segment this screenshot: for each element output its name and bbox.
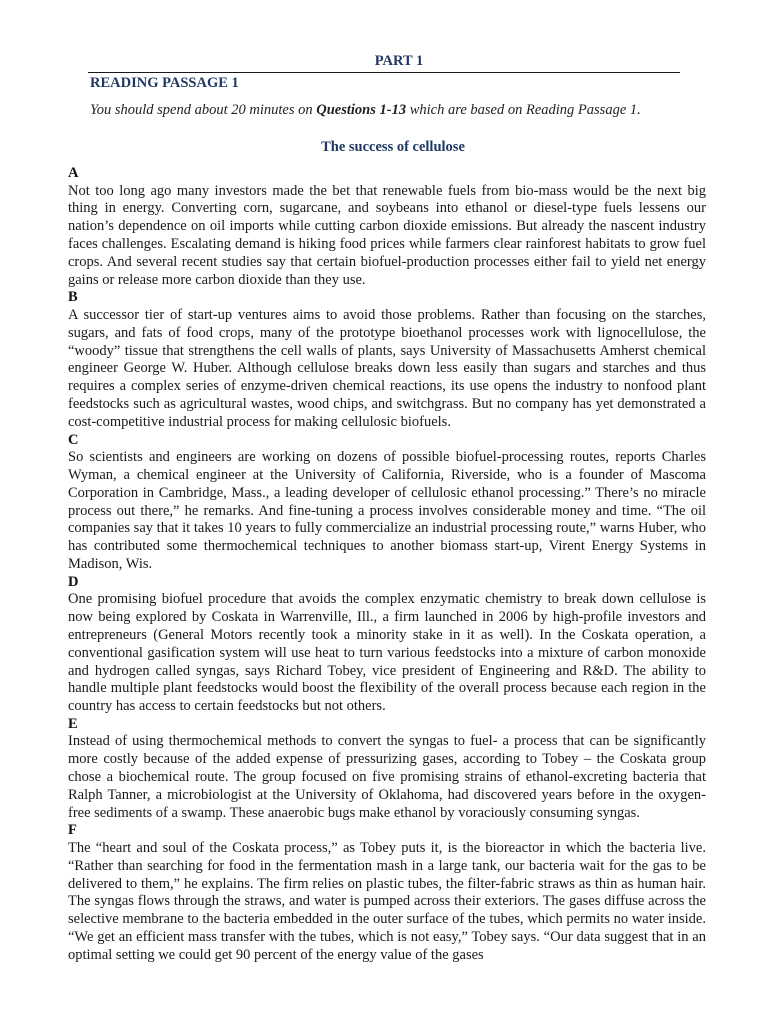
section-letter-b: B	[68, 289, 78, 306]
section-paragraph-f: The “heart and soul of the Coskata process,” as Tobey puts it, is the bioreactor in which the bacteria live. “Rather than searching for food in the fermentation mash in a large tank, our bacteria wait for the gas to be delivered to them,” he explains. The firm relies on plastic tubes, the filter-fabric straws as thin as human hair. The syngas flows through the straws, and water is pumped across their exteriors. The gases diffuse across the selective membrane to the bacteria embedded in the outer surface of the tubes, which permits no water inside. “We get an efficient mass transfer with the tubes, which is not easy,” Tobey says. “Our data suggest that in an optimal setting we could get 90 percent of the energy value of the gases	[68, 840, 706, 963]
article-title: The success of cellulose	[321, 139, 465, 155]
instructions-prefix: You should spend about 20 minutes on	[90, 102, 317, 118]
section-paragraph-c: So scientists and engineers are working on dozens of possible biofuel-processing routes, reports Charles Wyman, a chemical engineer at the University of California, Riverside, who is a founder of Mascoma Corporation in Cambridge, Mass., a leading developer of cellulosic ethanol processing.” There’s no miracle process out there,” he remarks. And fine-tuning a process involves considerable money and time. “The oil companies say that it takes 10 years to fully commercialize an industrial processing route,” warns Huber, who has contributed some thermochemical techniques to another biomass start-up, Virent Energy Systems in Madison, Wis.	[68, 449, 706, 572]
instructions	[90, 101, 706, 119]
instructions-suffix: which are based on Reading Passage 1.	[406, 102, 641, 118]
article-body	[68, 165, 706, 965]
passage-heading: READING PASSAGE 1	[90, 75, 239, 91]
section-paragraph-e: Instead of using thermochemical methods to convert the syngas to fuel- a process that can be significantly more costly because of the added expense of pressurizing gases, according to Tobey – the Coskata group chose a biochemical route. The group focused on five promising strains of ethanol-excreting bacteria that Ralph Tanner, a microbiologist at the University of Oklahoma, had discovered years before in the oxygen-free sediments of a swamp. These anaerobic bugs make ethanol by voraciously consuming syngas.	[68, 733, 706, 821]
part-title: PART 1	[374, 53, 424, 69]
section-paragraph-a: Not too long ago many investors made the bet that renewable fuels from bio-mass would be the next big thing in energy. Converting corn, sugarcane, and soybeans into ethanol or diesel-type fuels lessens our nation’s dependence on oil imports while cutting carbon dioxide emissions. But already the nascent industry faces challenges. Escalating demand is hiking food prices while farmers clear rainforest habitats to grow fuel crops. And several recent studies say that certain biofuel-production processes either fail to yield net energy gains or release more carbon dioxide than they use.	[68, 182, 706, 288]
document-page	[68, 0, 706, 965]
section-letter-e: E	[68, 715, 78, 732]
section-letter-c: C	[68, 431, 79, 448]
section-letter-a: A	[68, 165, 79, 181]
section-paragraph-d: One promising biofuel procedure that avoids the complex enzymatic chemistry to break down cellulose is now being explored by Coskata in Warrenville, Ill., a firm launched in 2006 by high-profile investors and entrepreneurs (General Motors recently took a minority stake in it as well). In the Coskata operation, a conventional gasification system will use heat to turn various feedstocks into a mixture of carbon monoxide and hydrogen called syngas, says Richard Tobey, vice president of Engineering and R&D. The ability to handle multiple plant feedstocks would boost the flexibility of the overall process because each region in the country has access to certain feedstocks but not others.	[68, 591, 706, 715]
section-letter-f: F	[68, 822, 77, 839]
section-paragraph-b: A successor tier of start-up ventures aims to avoid those problems. Rather than focusing on the starches, sugars, and fats of food crops, many of the prototype bioethanol processes work with lignocellulose, the “woody” tissue that strengthens the cell walls of plants, says University of Massachusetts Amherst chemical engineer George W. Huber. Although cellulose breaks down less easily than sugars and starches and thus requires a complex series of enzyme-driven chemical reactions, its use opens the industry to nonfood plant feedstocks such as agricultural wastes, wood chips, and switchgrass. But no company has yet demonstrated a cost-competitive industrial process for making cellulosic biofuels.	[68, 306, 706, 430]
instructions-questions: Questions 1-13	[316, 102, 407, 118]
section-letter-d: D	[68, 573, 79, 590]
